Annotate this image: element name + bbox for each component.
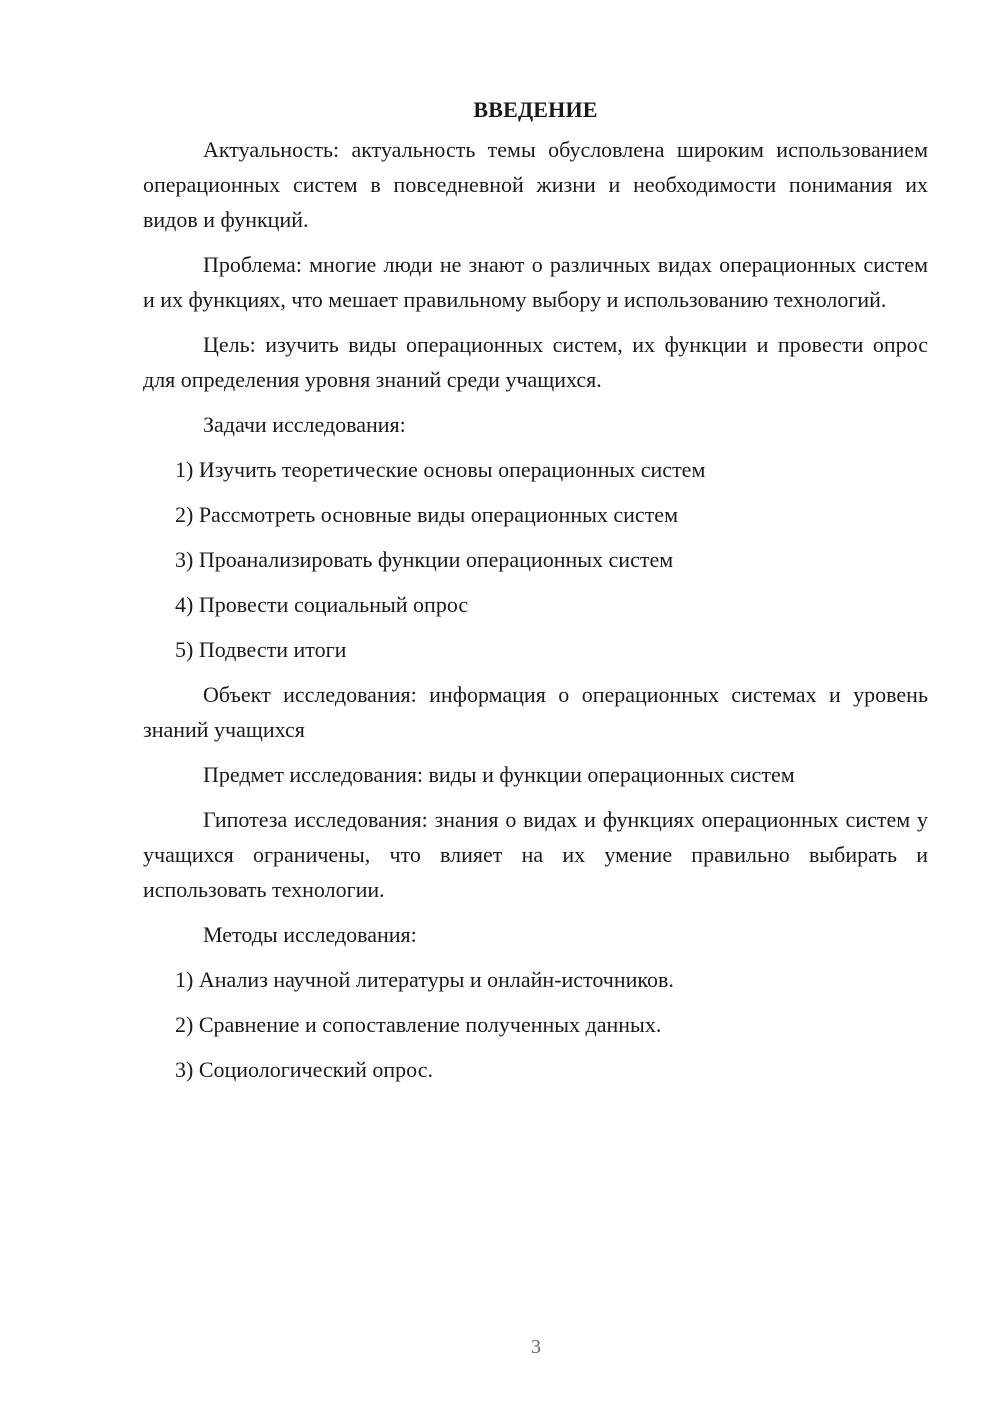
page-content [143, 92, 928, 1097]
object-paragraph: Объект исследования: информация о операционных системах и уровень знаний учащихся [143, 682, 928, 742]
relevance-paragraph: Актуальность: актуальность темы обусловлена широким использованием операционных систем в повседневной жизни и необходимости понимания их видов и функций. [143, 137, 928, 232]
hypothesis-paragraph: Гипотеза исследования: знания о видах и функциях операционных систем у учащихся ограничены, что влияет на их умение правильно выбирать и использовать технологии. [143, 807, 928, 902]
page-title: ВВЕДЕНИЕ [473, 97, 598, 122]
tasks-list [143, 452, 928, 667]
list-item: 3) Проанализировать функции операционных систем [175, 547, 674, 572]
tasks-heading: Задачи исследования: [203, 412, 406, 437]
subject-paragraph: Предмет исследования: виды и функции операционных систем [203, 762, 795, 787]
list-item: 5) Подвести итоги [175, 637, 347, 662]
methods-heading: Методы исследования: [203, 922, 417, 947]
list-item: 2) Сравнение и сопоставление полученных данных. [175, 1012, 662, 1037]
methods-list [143, 962, 928, 1087]
list-item: 2) Рассмотреть основные виды операционных систем [175, 502, 678, 527]
problem-paragraph: Проблема: многие люди не знают о различных видах операционных систем и их функциях, что мешает правильному выбору и использованию технологий. [143, 252, 928, 312]
list-item: 3) Социологический опрос. [175, 1057, 433, 1082]
list-item: 4) Провести социальный опрос [175, 592, 469, 617]
goal-paragraph: Цель: изучить виды операционных систем, их функции и провести опрос для определения уровня знаний среди учащихся. [143, 332, 928, 392]
list-item: 1) Анализ научной литературы и онлайн-источников. [175, 967, 674, 992]
page-number: 3 [531, 1336, 541, 1358]
list-item: 1) Изучить теоретические основы операционных систем [175, 457, 706, 482]
